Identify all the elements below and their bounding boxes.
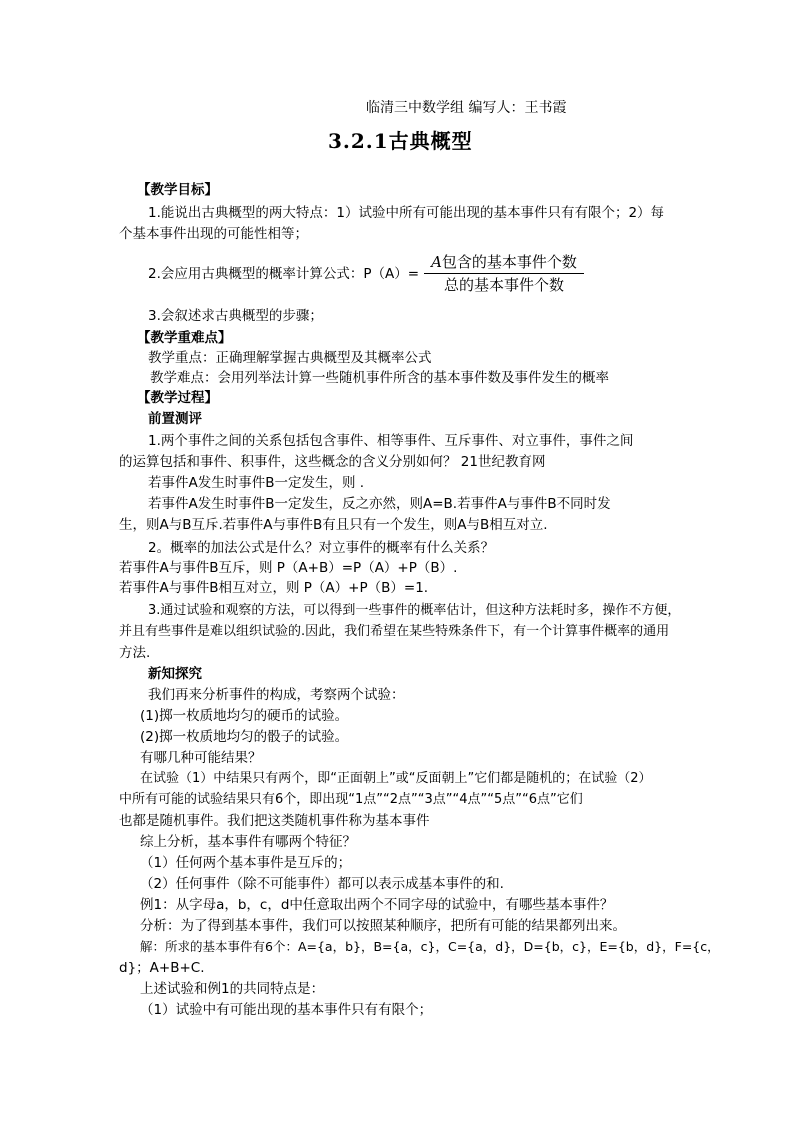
formula-numerator-variable: A: [431, 253, 442, 271]
objectives-heading: 【教学目标】: [137, 182, 218, 198]
common-features-intro: 上述试验和例1的共同特点是：: [140, 981, 325, 997]
teaching-focus: 教学重点：正确理解掌握古典概型及其概率公式: [148, 350, 432, 366]
pretest-1-line-4: 若事件A发生时事件B一定发生，反之亦然，则A=B.若事件A与事件B不同时发: [148, 496, 611, 512]
teaching-difficulty: 教学难点：会用列举法计算一些随机事件所含的基本事件数及事件发生的概率: [150, 370, 609, 386]
new-knowledge-heading: 新知探究: [148, 666, 202, 682]
formula-numerator-text: 包含的基本事件个数: [441, 253, 577, 271]
possible-results-question: 有哪几种可能结果？: [140, 750, 262, 766]
example-1: 例1：从字母a，b，c，d中任意取出两个不同字母的试验中，有哪些基本事件？: [140, 897, 614, 913]
objective-2-text: 2.会应用古典概型的概率计算公式：P（A）=: [148, 266, 420, 282]
objective-1-line-2: 个基本事件出现的可能性相等；: [119, 226, 308, 242]
experiment-2: (2)掷一枚质地均匀的骰子的试验。: [140, 729, 349, 745]
results-line-2: 中所有可能的试验结果只有6个，即出现“1点”“2点”“3点”“4点”“5点”“6点”它们: [119, 792, 583, 807]
feature-1: （1）任何两个基本事件是互斥的；: [140, 855, 352, 871]
pretest-2-line-3: 若事件A与事件B相互对立，则 P（A）+P（B）=1.: [119, 580, 429, 596]
byline: 临清三中数学组 编写人：王书霞: [366, 100, 567, 116]
features-question: 综上分析，基本事件有哪两个特征？: [140, 834, 356, 850]
example-1-solution-line-2: d}；A+B+C.: [119, 960, 205, 976]
probability-formula: [424, 252, 584, 295]
pretest-3-line-2: 并且有些事件是难以组织试验的.因此，我们希望在某些特殊条件下，有一个计算事件概率的通用: [119, 624, 670, 639]
example-1-analysis: 分析：为了得到基本事件，我们可以按照某种顺序，把所有可能的结果都列出来。: [140, 918, 626, 934]
formula-denominator: 总的基本事件个数: [443, 276, 564, 294]
feature-2: （2）任何事件（除不可能事件）都可以表示成基本事件的和.: [140, 876, 504, 892]
pretest-heading: 前置测评: [148, 411, 202, 427]
pretest-1-line-2: 的运算包括和事件、积事件，这些概念的含义分别如何？ 21世纪教育网: [119, 454, 546, 470]
key-points-heading: 【教学重难点】: [137, 330, 232, 346]
objective-1-line-1: 1.能说出古典概型的两大特点：1）试验中所有可能出现的基本事件只有有限个；2）每: [148, 205, 665, 221]
pretest-2-line-2: 若事件A与事件B互斥，则 P（A+B）=P（A）+P（B）.: [119, 560, 458, 576]
pretest-1-line-1: 1.两个事件之间的关系包括包含事件、相等事件、互斥事件、对立事件，事件之间: [148, 433, 634, 449]
page-title: 3.2.1古典概型: [328, 129, 473, 153]
results-line-3: 也都是随机事件。我们把这类随机事件称为基本事件: [119, 813, 430, 829]
pretest-1-line-3: 若事件A发生时事件B一定发生，则 .: [148, 475, 365, 491]
objective-3: 3.会叙述求古典概型的步骤；: [148, 308, 323, 324]
pretest-3-line-3: 方法.: [119, 645, 151, 661]
example-1-solution-line-1: 解：所求的基本事件有6个：A={a，b}，B={a，c}，C={a，d}，D={b，c}，E={b，d}，F={c，: [140, 939, 720, 954]
pretest-3-line-1: 3.通过试验和观察的方法，可以得到一些事件的概率估计，但这种方法耗时多，操作不方便，: [148, 603, 681, 618]
results-line-1: 在试验（1）中结果只有两个，即“正面朝上”或“反面朝上”它们都是随机的；在试验（2）: [140, 771, 652, 786]
new-knowledge-intro: 我们再来分析事件的构成，考察两个试验：: [148, 687, 405, 703]
experiment-1: (1)掷一枚质地均匀的硬币的试验。: [140, 708, 349, 724]
common-feature-1: （1）试验中有可能出现的基本事件只有有限个；: [140, 1002, 433, 1018]
process-heading: 【教学过程】: [137, 390, 218, 406]
pretest-1-line-5: 生，则A与B互斥.若事件A与事件B有且只有一个发生，则A与B相互对立.: [119, 517, 548, 533]
pretest-2-line-1: 2。概率的加法公式是什么？对立事件的概率有什么关系？: [148, 540, 495, 556]
formula-numerator: [424, 252, 584, 274]
